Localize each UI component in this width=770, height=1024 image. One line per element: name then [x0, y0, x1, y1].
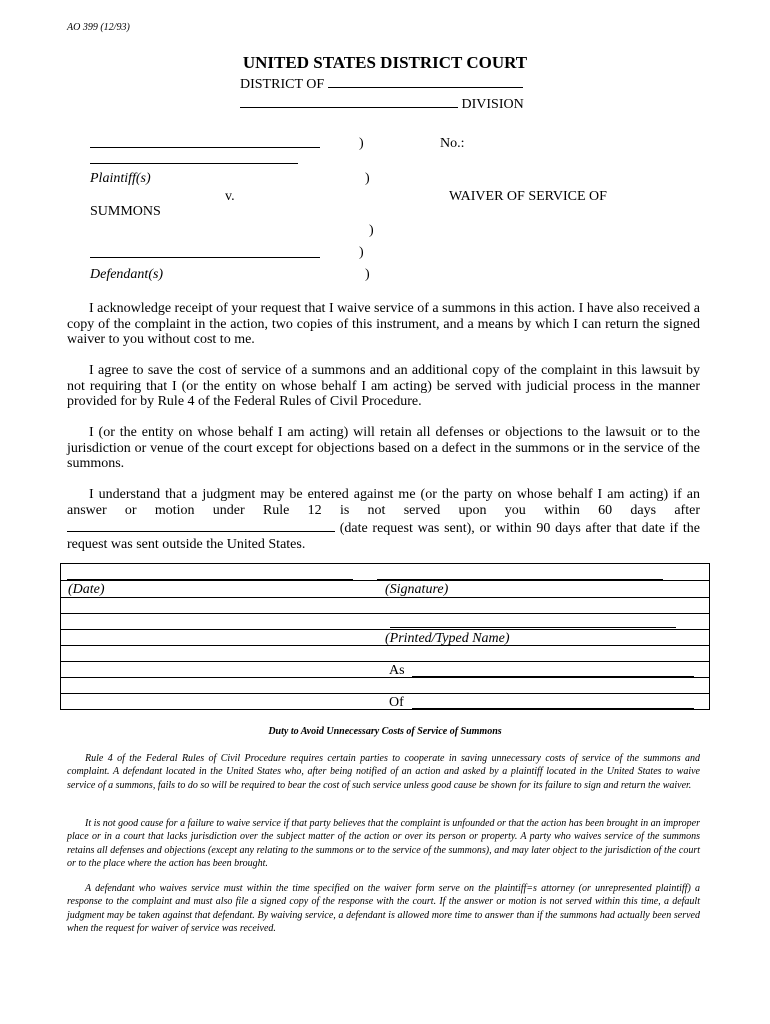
judgment-paragraph: [67, 487, 700, 552]
versus-label: v.: [225, 189, 235, 204]
of-blank[interactable]: [412, 695, 694, 709]
table-row: [61, 645, 709, 662]
as-label: As: [389, 663, 405, 678]
signature-label: (Signature): [385, 582, 449, 597]
caption-paren: ): [359, 136, 364, 151]
district-label: DISTRICT OF: [240, 77, 325, 92]
date-blank[interactable]: [67, 567, 353, 580]
retain-defenses-paragraph: I (or the entity on whose behalf I am acting) will retain all defenses or objections to the lawsuit or to the jurisdiction or venue of the court except for objections based on a defect in the summons or in the service of the summons.: [67, 425, 700, 472]
division-label: DIVISION: [461, 97, 524, 112]
date-request-sent-blank[interactable]: [67, 518, 335, 532]
printed-name-label: (Printed/Typed Name): [385, 631, 510, 646]
duty-title: Duty to Avoid Unnecessary Costs of Service of Summons: [268, 726, 502, 737]
plaintiff-blank-2[interactable]: [90, 151, 298, 164]
signature-table: [60, 563, 710, 710]
caption-paren: ): [369, 223, 374, 238]
caption-paren: ): [365, 171, 370, 186]
division-blank[interactable]: [240, 94, 458, 108]
case-number-label: No.:: [440, 136, 465, 151]
plaintiff-label: Plaintiff(s): [90, 171, 151, 186]
duty-paragraph-good-cause: It is not good cause for a failure to waive service if that party believes that the complaint is unfounded or that the action has been brought in an improper place or in a court that lacks jurisdiction over the subject matter of the action or over its person or property. A party who waives service of the summons retains all defenses and objections (except any relating to the summons or to the service of the summons), and may later object to the jurisdiction of the court or to the place where the action has been brought.: [67, 818, 700, 869]
date-label: (Date): [68, 582, 105, 597]
defendant-label: Defendant(s): [90, 267, 164, 282]
judgment-text-b: (date request was sent), or within 90 days after that date if the request was sent outside the United States.: [67, 521, 701, 552]
agree-paragraph: I agree to save the cost of service of a summons and an additional copy of the complaint in this lawsuit by not requiring that I (or the entity on whose behalf I am acting) be served with judicial process in the manner provided for by Rule 4 of the Federal Rules of Civil Procedure.: [67, 363, 700, 410]
document-title: WAIVER OF SERVICE OF: [449, 189, 607, 204]
caption-paren: ): [365, 267, 370, 282]
as-blank[interactable]: [412, 663, 694, 677]
table-row: [61, 597, 709, 614]
division-line: [240, 94, 524, 113]
plaintiff-blank-1[interactable]: [90, 135, 320, 148]
signature-blank[interactable]: [377, 567, 663, 580]
district-blank[interactable]: [328, 74, 523, 88]
defendant-blank[interactable]: [90, 245, 320, 258]
form-id: AO 399 (12/93): [67, 22, 130, 33]
court-title: UNITED STATES DISTRICT COURT: [242, 53, 528, 72]
duty-paragraph-response: A defendant who waives service must within the time specified on the waiver form serve on the plaintiff=s attorney (or unrepresented plaintiff) a response to the complaint and must also file a signed copy of the response with the court. If the answer or motion is not served within this time, a default judgment may be taken against that defendant. By waiving service, a defendant is allowed more time to answer than if the summons had actually been served when the request for waiver of service was received.: [67, 883, 700, 934]
caption-paren: ): [359, 245, 364, 260]
acknowledge-paragraph: I acknowledge receipt of your request that I waive service of a summons in this action. I have also received a copy of the complaint in the action, two copies of this instrument, and a means by which I can return the signed waiver to you without cost to me.: [67, 301, 700, 348]
document-title-cont: SUMMONS: [90, 204, 161, 219]
district-line: [240, 74, 523, 93]
printed-name-blank[interactable]: [390, 615, 676, 628]
of-label: Of: [389, 695, 404, 710]
table-row: [61, 677, 709, 694]
duty-paragraph-rule4: Rule 4 of the Federal Rules of Civil Procedure requires certain parties to cooperate in saving unnecessary costs of service of the summons and complaint. A defendant located in the United States who, after being notified of an action and asked by a plaintiff located in the United States to waive service of a summons, fails to do so will be required to bear the cost of such service unless good cause be shown for its failure to sign and return the waiver.: [67, 753, 700, 791]
judgment-text-a: I understand that a judgment may be entered against me (or the party on whose behalf I am acting) if an answer or motion under Rule 12 is not served upon you within 60 days after: [67, 487, 700, 518]
